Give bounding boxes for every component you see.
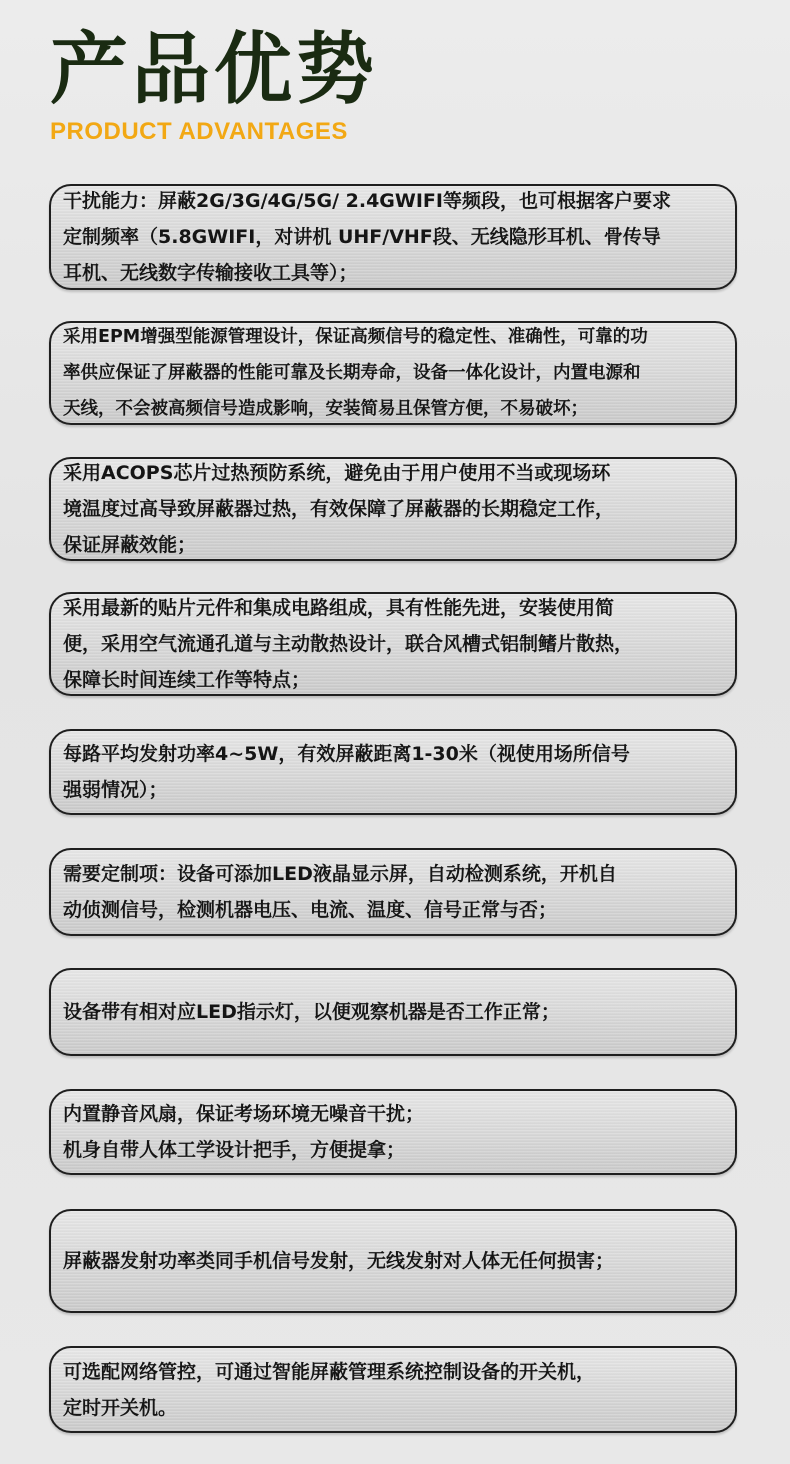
advantage-card-interference [49,184,737,290]
advantage-text: 可选配网络管控，可通过智能屏蔽管理系统控制设备的开关机， 定时开关机。 [63,1360,596,1419]
advantage-card-safety [49,1209,737,1313]
page-header [50,22,750,152]
advantage-card-overheat-prevention [49,457,737,561]
advantage-card-led-indicator [49,968,737,1056]
advantage-card-fan-handle [49,1089,737,1175]
advantage-card-network-control [49,1346,737,1433]
advantage-card-energy-management [49,321,737,425]
advantage-card-customization [49,848,737,936]
advantage-card-components-cooling [49,592,737,696]
page-subtitle: PRODUCT ADVANTAGES [50,118,348,145]
advantage-text: 采用最新的贴片元件和集成电路组成，具有性能先进，安装使用简 便，采用空气流通孔道与主动散热设计，联合风槽式铝制鳍片散热， 保障长时间连续工作等特点； [63,597,634,691]
advantage-text: 需要定制项：设备可添加LED液晶显示屏，自动检测系统，开机自 动侦测信号，检测机器电压、电流、温度、信号正常与否； [63,863,617,921]
advantage-text: 内置静音风扇，保证考场环境无噪音干扰； 机身自带人体工学设计把手，方便提拿； [63,1103,425,1161]
advantage-card-power-range [49,729,737,815]
page-title: 产品优势 [50,25,379,115]
advantage-text: 采用EPM增强型能源管理设计，保证高频信号的稳定性、准确性，可靠的功 率供应保证了屏蔽器的性能可靠及长期寿命，设备一体化设计，内置电源和 天线，不会被高频信号造成影响，安装简易且保管方便，不易破坏； [63,327,648,419]
advantage-text: 采用ACOPS芯片过热预防系统，避免由于用户使用不当或现场环 境温度过高导致屏蔽器过热，有效保障了屏蔽器的长期稳定工作， 保证屏蔽效能； [63,462,615,556]
advantage-text: 屏蔽器发射功率类同手机信号发射，无线发射对人体无任何损害； [63,1250,615,1272]
advantage-text: 每路平均发射功率4~5W，有效屏蔽距离1-30米（视使用场所信号 强弱情况）； [63,743,630,801]
advantage-text: 干扰能力：屏蔽2G/3G/4G/5G/ 2.4GWIFI等频段，也可根据客户要求 定制频率（5.8GWIFI，对讲机 UHF/VHF段、无线隐形耳机、骨传导 耳机、无线数字传输接收工具等）； [63,190,671,284]
advantage-text: 设备带有相对应LED指示灯，以便观察机器是否工作正常； [63,1001,560,1023]
